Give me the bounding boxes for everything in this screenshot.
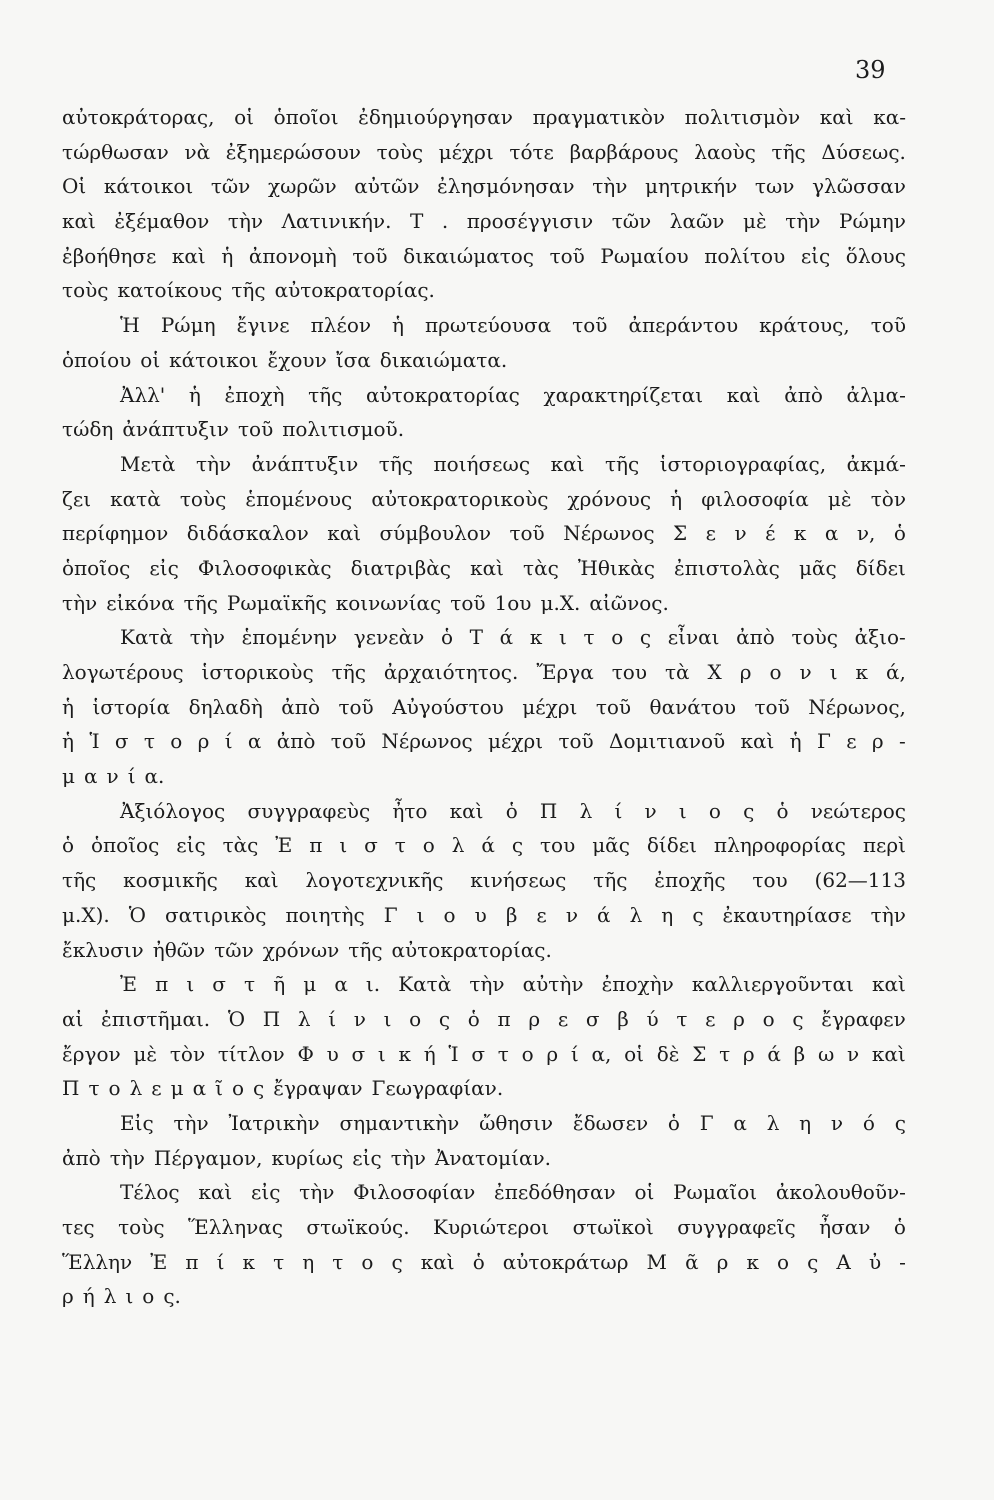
text-line: μ α ν ί α. — [62, 764, 165, 789]
page-number: 39 — [855, 56, 886, 84]
text-line: τώδη ἀνάπτυξιν τοῦ πολιτισμοῦ. — [62, 417, 405, 442]
text-line: ἔκλυσιν ἠθῶν τῶν χρόνων τῆς αὐτοκρατορίας. — [62, 937, 552, 962]
text-line: Τέλος καὶ εἰς τὴν Φιλοσοφίαν ἐπεδόθησαν οἱ Ρωμαῖοι ἀκολουθοῦν- — [120, 1180, 906, 1205]
text-line: ἡ ἱστορία δηλαδὴ ἀπὸ τοῦ Αὐγούστου μέχρι τοῦ θανάτου τοῦ Νέρωνος, — [62, 694, 906, 719]
text-line: Εἰς τὴν Ἰατρικὴν σημαντικὴν ὤθησιν ἔδωσεν ὁ Γ α λ η ν ό ς — [120, 1110, 906, 1135]
text-line: ὁποίου οἱ κάτοικοι ἔχουν ἴσα δικαιώματα. — [62, 347, 508, 372]
text-line: Οἱ κάτοικοι τῶν χωρῶν αὐτῶν ἐλησμόνησαν τὴν μητρικήν των γλῶσσαν — [62, 174, 906, 199]
text-line: καὶ ἐξέμαθον τὴν Λατινικήν. Τ . προσέγγισιν τῶν λαῶν μὲ τὴν Ρώμην — [62, 209, 906, 234]
text-line: τῆς κοσμικῆς καὶ λογοτεχνικῆς κινήσεως τῆς ἐποχῆς του (62—113 — [62, 868, 906, 893]
text-line: ὁποῖος εἰς Φιλοσοφικὰς διατριβὰς καὶ τὰς Ἠθικὰς ἐπιστολὰς μᾶς δίδει — [62, 555, 906, 580]
text-line: ἀπὸ τὴν Πέργαμον, κυρίως εἰς τὴν Ἀνατομίαν. — [62, 1145, 551, 1170]
text-line: αὐτοκράτορας, οἱ ὁποῖοι ἐδημιούργησαν πραγματικὸν πολιτισμὸν καὶ κα- — [62, 105, 906, 129]
text-line: αἱ ἐπιστῆμαι. Ὁ Π λ ί ν ι ο ς ὁ π ρ ε σ β ύ τ ε ρ ο ς ἔγραφεν — [62, 1006, 906, 1031]
text-line: Ἡ Ρώμη ἔγινε πλέον ἡ πρωτεύουσα τοῦ ἀπεράντου κράτους, τοῦ — [120, 313, 906, 338]
text-line: περίφημον διδάσκαλον καὶ σύμβουλον τοῦ Νέρωνος Σ ε ν έ κ α ν, ὁ — [62, 521, 906, 546]
text-line: τώρθωσαν νὰ ἐξημερώσουν τοὺς μέχρι τότε βαρβάρους λαοὺς τῆς Δύσεως. — [62, 139, 906, 164]
text-line: ζει κατὰ τοὺς ἑπομένους αὐτοκρατορικοὺς χρόνους ἡ φιλοσοφία μὲ τὸν — [62, 486, 906, 511]
text-line: τες τοὺς Ἕλληνας στωϊκούς. Κυριώτεροι στωϊκοὶ συγγραφεῖς ἦσαν ὁ — [62, 1215, 906, 1239]
text-line: ἔργον μὲ τὸν τίτλον Φ υ σ ι κ ή Ἱ σ τ ο ρ ί α, οἱ δὲ Σ τ ρ ά β ω ν καὶ — [62, 1041, 906, 1066]
text-line: Ἀλλ' ἡ ἐποχὴ τῆς αὐτοκρατορίας χαρακτηρίζεται καὶ ἀπὸ ἀλμα- — [120, 382, 906, 407]
text-line: Π τ ο λ ε μ α ῖ ο ς ἔγραψαν Γεωγραφίαν. — [62, 1076, 504, 1101]
text-line: ἡ Ἱ σ τ ο ρ ί α ἀπὸ τοῦ Νέρωνος μέχρι τοῦ Δομιτιανοῦ καὶ ἡ Γ ε ρ - — [62, 729, 906, 754]
text-line: Ἀξιόλογος συγγραφεὺς ἦτο καὶ ὁ Π λ ί ν ι ο ς ὁ νεώτερος — [120, 798, 906, 823]
text-line: ρ ή λ ι ο ς. — [62, 1284, 181, 1309]
text-line: Μετὰ τὴν ἀνάπτυξιν τῆς ποιήσεως καὶ τῆς ἱστοριογραφίας, ἀκμά- — [120, 451, 906, 476]
body-text — [62, 100, 906, 1314]
text-line: Κατὰ τὴν ἑπομένην γενεὰν ὁ Τ ά κ ι τ ο ς εἶναι ἀπὸ τοὺς ἀξιο- — [120, 625, 906, 650]
text-line: Ἐ π ι σ τ ῆ μ α ι. Κατὰ τὴν αὐτὴν ἐποχὴν καλλιεργοῦνται καὶ — [120, 972, 906, 997]
text-line: ἐβοήθησε καὶ ἡ ἀπονομὴ τοῦ δικαιώματος τοῦ Ρωμαίου πολίτου εἰς ὅλους — [62, 243, 906, 268]
text-line: μ.Χ). Ὁ σατιρικὸς ποιητὴς Γ ι ο υ β ε ν ά λ η ς ἐκαυτηρίασε τὴν — [62, 902, 906, 927]
text-line: ὁ ὁποῖος εἰς τὰς Ἐ π ι σ τ ο λ ά ς του μᾶς δίδει πληροφορίας περὶ — [62, 833, 906, 858]
text-line: λογωτέρους ἱστορικοὺς τῆς ἀρχαιότητος. Ἔργα του τὰ Χ ρ ο ν ι κ ά, — [62, 660, 906, 684]
text-line: τὴν εἰκόνα τῆς Ρωμαϊκῆς κοινωνίας τοῦ 1ου μ.Χ. αἰῶνος. — [62, 590, 669, 615]
text-line: τοὺς κατοίκους τῆς αὐτοκρατορίας. — [62, 278, 435, 303]
text-line: Ἕλλην Ἐ π ί κ τ η τ ο ς καὶ ὁ αὐτοκράτωρ Μ ᾶ ρ κ ο ς Α ὐ - — [62, 1249, 906, 1274]
